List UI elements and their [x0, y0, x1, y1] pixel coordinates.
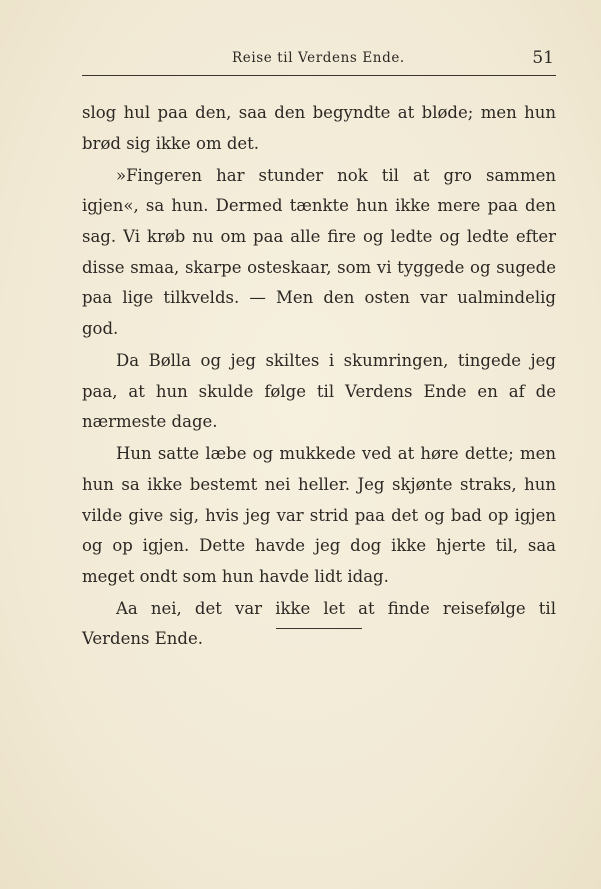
chapter-end-rule [276, 628, 362, 629]
paragraph-2: »Fingeren har stunder nok til at gro sammen igjen«, sa hun. Dermed tænkte hun ikke mere paa den sag. Vi krøb nu om paa alle fire og ledte og ledte efter disse smaa, skarpe osteskaar, som vi tyggede og sugede paa lige tilkvelds. — Men den osten var ualmindelig god. [82, 165, 556, 338]
paragraph-3: Da Bølla og jeg skiltes i skumringen, tingede jeg paa, at hun skulde følge til Verdens Ende en af de nærmeste dage. [82, 350, 556, 432]
body-text [82, 98, 556, 657]
page-number: 51 [532, 48, 554, 68]
running-title: Reise til Verdens Ende. [232, 50, 405, 66]
paragraph-1: slog hul paa den, saa den begyndte at bløde; men hun brød sig ikke om det. [82, 103, 556, 153]
page-header [82, 48, 556, 74]
paragraph-4: Hun satte læbe og mukkede ved at høre dette; men hun sa ikke bestemt nei heller. Jeg skjønte straks, hun vilde give sig, hvis jeg var strid paa det og bad op igjen og op igjen. Dette havde jeg dog ikke hjerte til, saa meget ondt som hun havde lidt idag. [82, 444, 556, 586]
paragraph-5: Aa nei, det var ikke let at finde reisefølge til Verdens Ende. [82, 598, 556, 649]
header-rule [82, 75, 556, 76]
